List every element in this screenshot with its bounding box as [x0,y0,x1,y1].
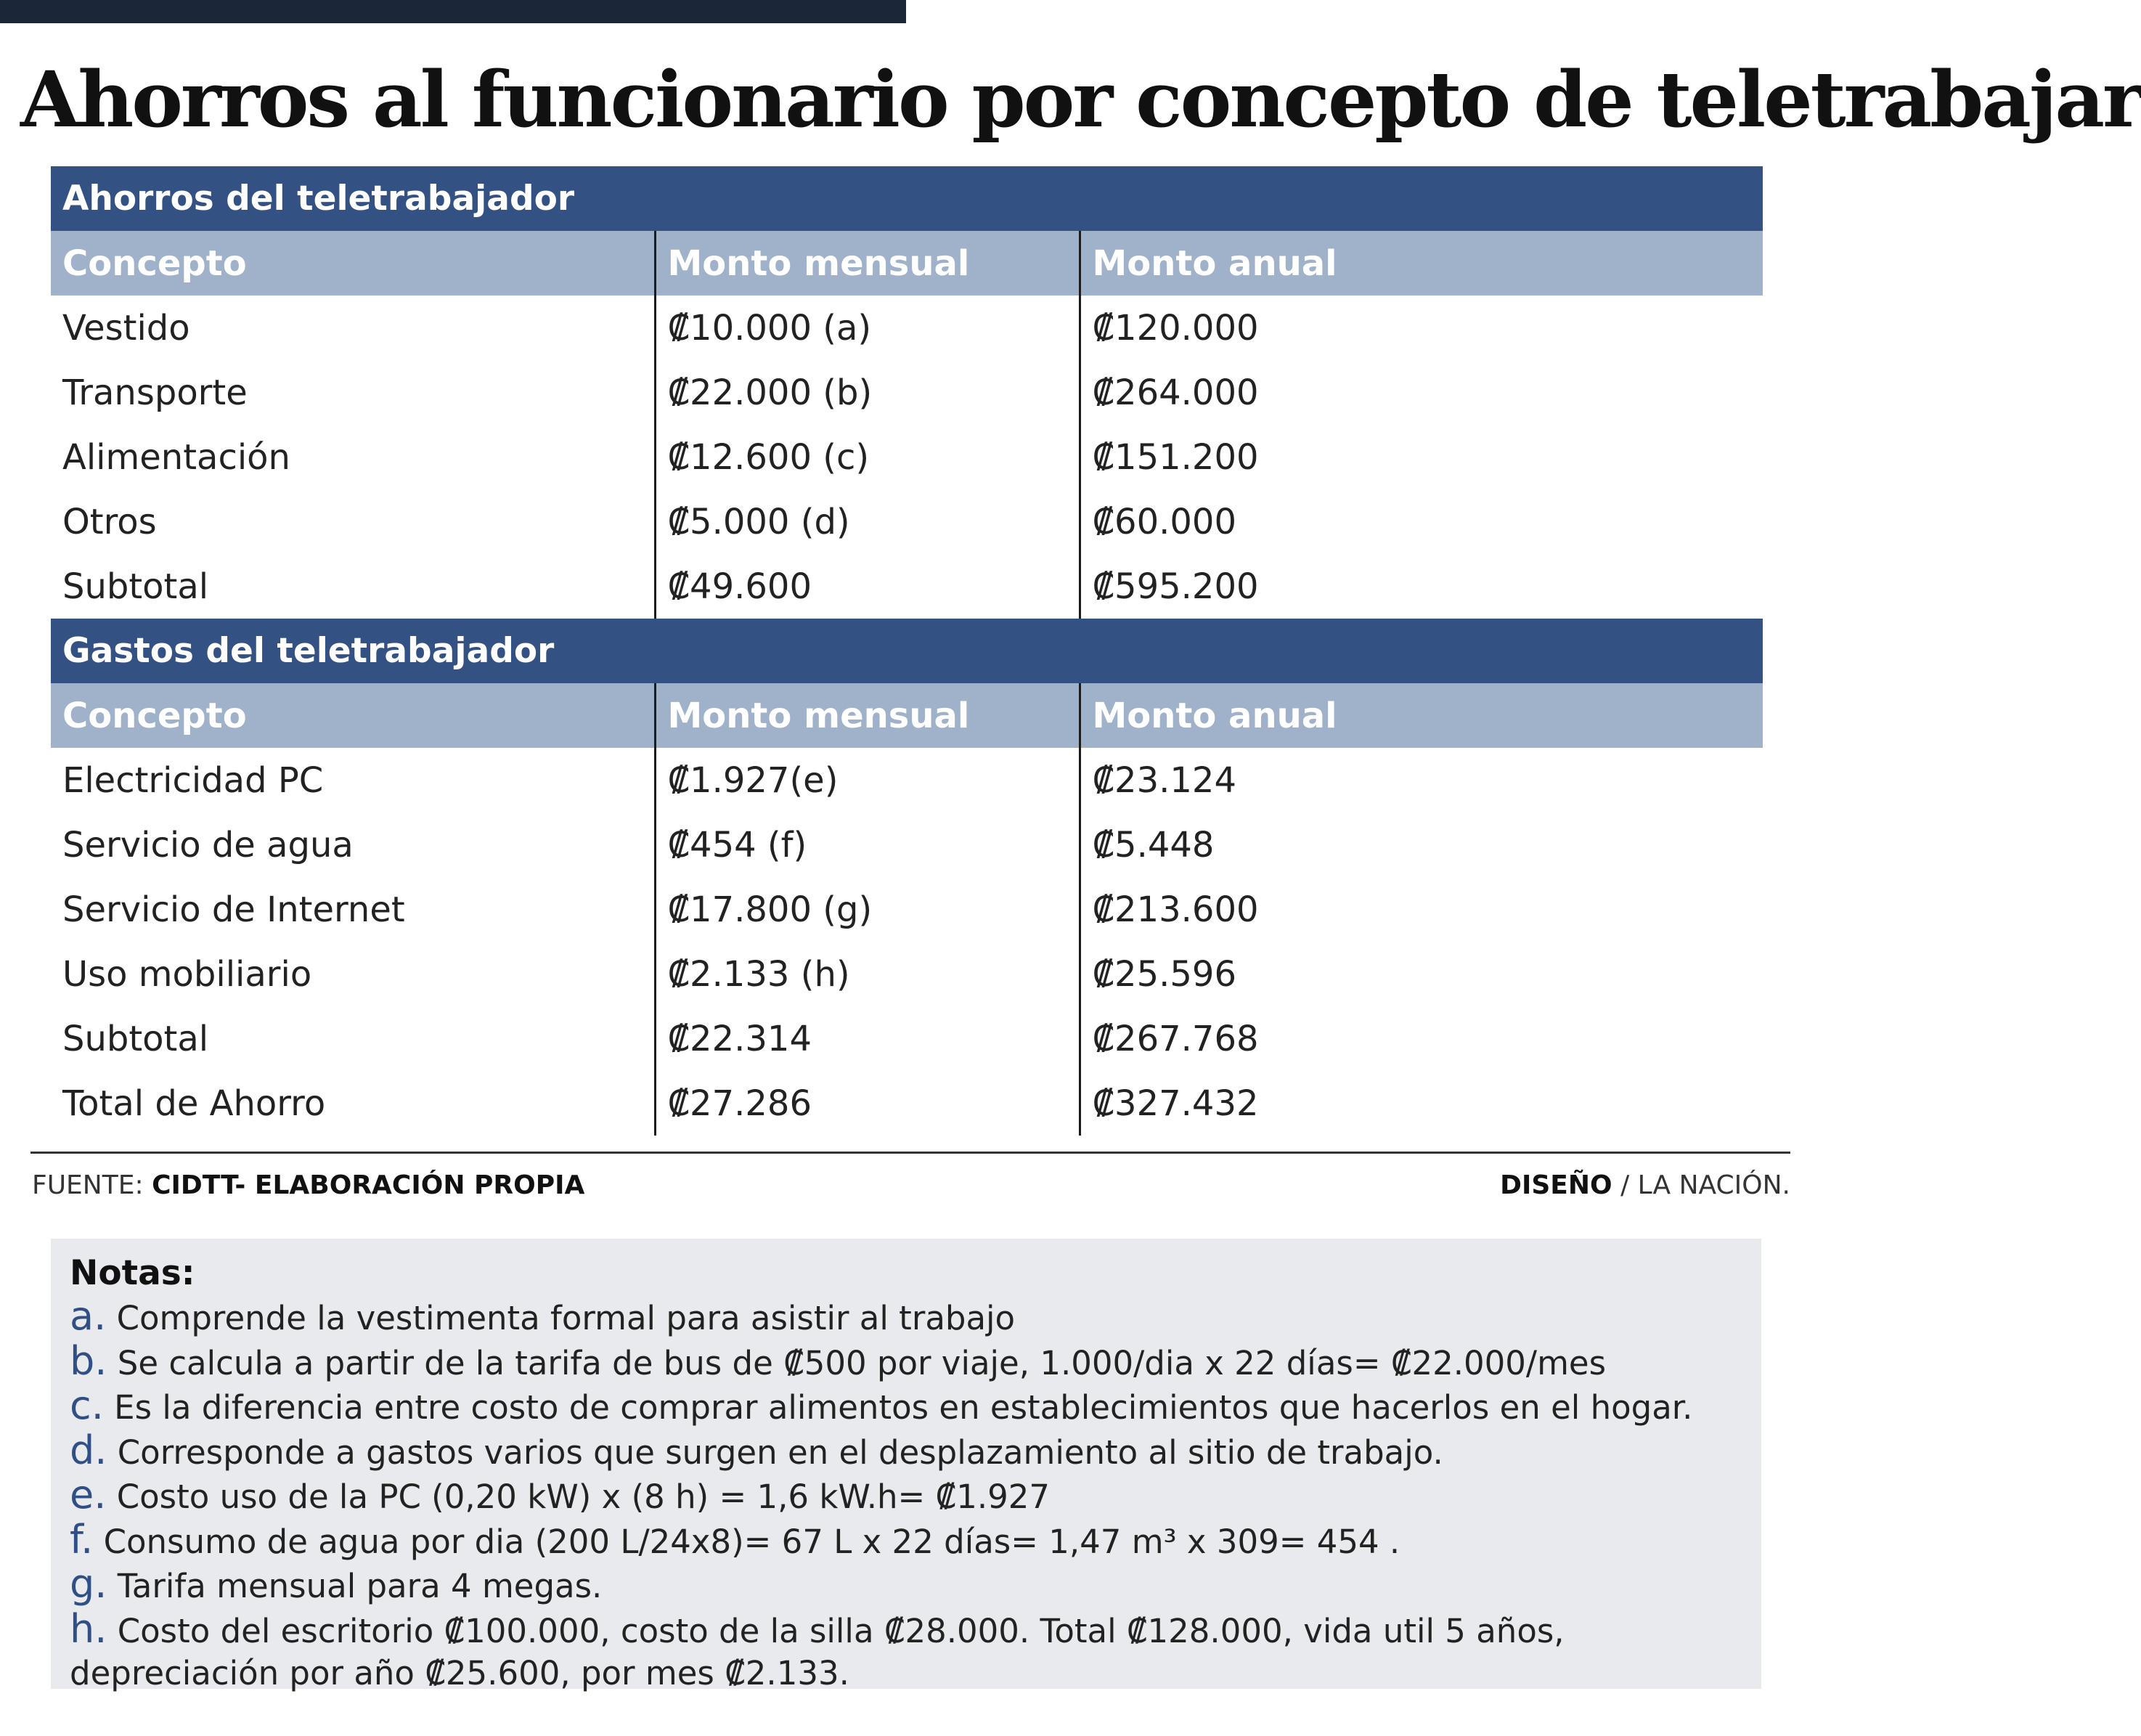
table-cell: ₡22.000 (b) [655,360,1080,425]
note-letter: e. [70,1472,107,1517]
note-letter: f. [70,1516,94,1562]
source-line [32,1170,584,1200]
table-cell: Subtotal [62,566,209,607]
note-letter: d. [70,1427,107,1473]
table-cell: Total de Ahorro [62,1083,326,1124]
table-cell: Otros [62,501,157,542]
section-heading: Ahorros del teletrabajador [51,166,1763,231]
table-cell: ₡264.000 [1080,360,1763,425]
table-cell: ₡454 (f) [655,812,1080,877]
table-cell: Transporte [62,372,248,413]
table-cell: ₡327.432 [1080,1071,1763,1136]
page-title: Ahorros al funcionario por concepto de teletrabajar [20,54,2141,144]
table-row [51,425,1763,489]
note-text: Costo del escritorio ₡100.000, costo de la silla ₡28.000. Total ₡128.000, vida util 5 años, depreciación por año ₡25.600, por mes ₡2.133. [70,1611,1565,1692]
table-cell: Vestido [62,307,190,349]
table-row [51,942,1763,1006]
table-row [51,877,1763,942]
note-text: Comprende la vestimenta formal para asistir al trabajo [116,1299,1016,1337]
table-cell: ₡2.133 (h) [655,942,1080,1006]
note-letter: a. [70,1293,107,1339]
table-cell: ₡22.314 [655,1006,1080,1071]
column-header: Concepto [51,231,655,296]
note-item [70,1382,1742,1430]
column-header: Monto anual [1080,683,1763,748]
table-cell: ₡267.768 [1080,1006,1763,1071]
note-text: Se calcula a partir de la tarifa de bus de ₡500 por viaje, 1.000/dia x 22 días= ₡22.000/mes [117,1343,1607,1382]
table-cell: ₡27.286 [655,1071,1080,1136]
table-row [51,360,1763,425]
note-text: Es la diferencia entre costo de comprar alimentos en establecimientos que hacerlos en el hogar. [114,1388,1693,1427]
credit-label: DISEÑO [1500,1170,1612,1200]
note-item [70,1605,1742,1695]
table-cell: Servicio de Internet [62,889,405,930]
table-cell: Alimentación [62,436,290,478]
note-item [70,1563,1742,1608]
notes-box [51,1239,1761,1692]
table-cell: ₡1.927(e) [655,748,1080,812]
savings-table-body [51,166,1763,1136]
section-header-row [51,166,1763,231]
source-label: FUENTE: [32,1170,144,1200]
savings-table-container [51,166,1763,1136]
note-text: Tarifa mensual para 4 megas. [117,1567,603,1605]
column-header-row [51,231,1763,296]
column-header-row [51,683,1763,748]
table-cell: ₡17.800 (g) [655,877,1080,942]
note-text: Corresponde a gastos varios que surgen en el desplazamiento al sitio de trabajo. [117,1433,1443,1472]
table-cell: ₡25.596 [1080,942,1763,1006]
table-cell: ₡12.600 (c) [655,425,1080,489]
note-item [70,1516,1742,1564]
divider [30,1152,1790,1154]
table-cell: ₡5.448 [1080,812,1763,877]
source-value: CIDTT- ELABORACIÓN PROPIA [152,1170,585,1200]
column-header: Monto mensual [655,683,1080,748]
table-row [51,489,1763,554]
column-header: Monto mensual [655,231,1080,296]
column-header: Concepto [51,683,655,748]
table-row [51,1006,1763,1071]
note-item [70,1474,1742,1519]
table-cell: ₡5.000 (d) [655,489,1080,554]
table-cell: ₡595.200 [1080,554,1763,619]
notes-title: Notas: [70,1253,195,1293]
table-cell: ₡60.000 [1080,489,1763,554]
section-header-row [51,619,1763,683]
note-text: Costo uso de la PC (0,20 kW) x (8 h) = 1,6 kW.h= ₡1.927 [116,1478,1051,1516]
table-cell: ₡49.600 [655,554,1080,619]
table-row [51,1071,1763,1136]
note-letter: h. [70,1605,107,1652]
table-row [51,296,1763,360]
note-letter: c. [70,1382,104,1428]
table-row [51,812,1763,877]
table-cell: ₡23.124 [1080,748,1763,812]
credit-value: / LA NACIÓN. [1620,1170,1790,1200]
note-letter: b. [70,1337,107,1384]
table-cell: Electricidad PC [62,759,324,801]
note-text: Consumo de agua por dia (200 L/24x8)= 67 L x 22 días= 1,47 m³ x 309= 454 . [103,1522,1400,1561]
design-credit [1500,1170,1790,1200]
table-cell: ₡120.000 [1080,296,1763,360]
table-cell: ₡151.200 [1080,425,1763,489]
note-item [70,1295,1742,1340]
table-row [51,554,1763,619]
notes-list [70,1295,1742,1695]
table-cell: Uso mobiliario [62,953,312,995]
table-cell: Servicio de agua [62,824,354,865]
column-header: Monto anual [1080,231,1763,296]
table-cell: ₡10.000 (a) [655,296,1080,360]
top-accent-bar [0,0,906,23]
table-cell: ₡213.600 [1080,877,1763,942]
table-cell: Subtotal [62,1018,209,1059]
section-heading: Gastos del teletrabajador [51,619,1763,683]
note-letter: g. [70,1561,107,1607]
savings-table [51,166,1763,1136]
note-item [70,1427,1742,1475]
note-item [70,1337,1742,1385]
table-row [51,748,1763,812]
